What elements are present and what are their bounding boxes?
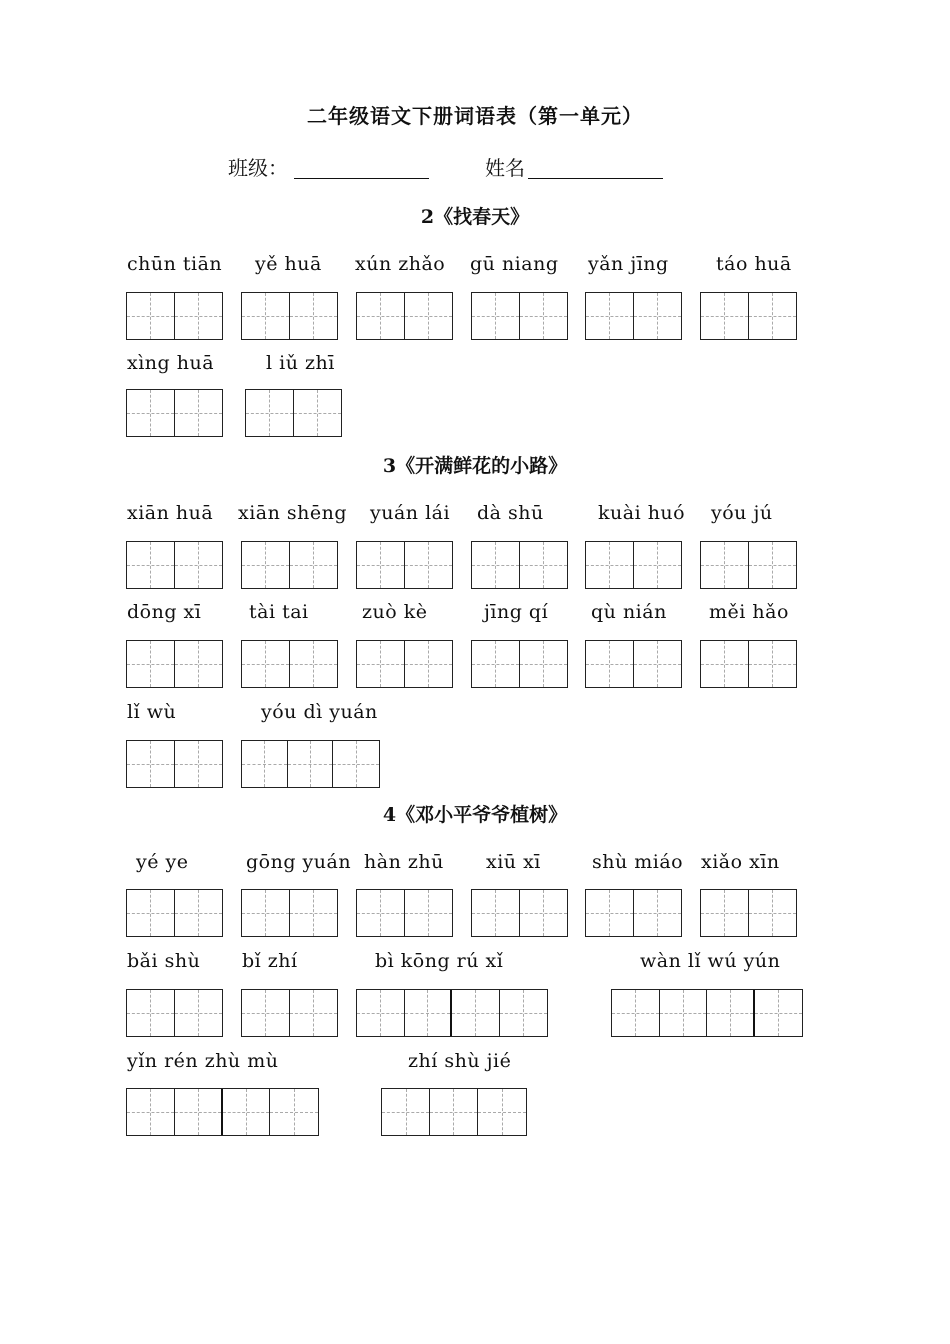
word-pinyin: qù nián	[591, 601, 667, 623]
writing-grid[interactable]	[241, 740, 380, 788]
word-pinyin: yé ye	[136, 851, 189, 873]
lesson-heading: 3《开满鲜花的小路》	[382, 455, 568, 477]
word-pinyin: bǐ zhí	[242, 950, 298, 972]
writing-grid[interactable]	[241, 640, 338, 688]
page-title: 二年级语文下册词语表（第一单元）	[307, 104, 643, 128]
word-pinyin: xìng huā	[127, 352, 215, 374]
word-pinyin: měi hǎo	[709, 601, 789, 623]
word-pinyin: dà shū	[477, 502, 544, 524]
word-pinyin: kuài huó	[598, 502, 686, 524]
writing-grid[interactable]	[471, 889, 568, 937]
writing-grid[interactable]	[585, 640, 682, 688]
writing-grid[interactable]	[700, 292, 797, 340]
writing-grid[interactable]	[241, 292, 338, 340]
writing-grid[interactable]	[126, 640, 223, 688]
word-pinyin: yóu dì yuán	[261, 701, 378, 723]
word-pinyin: gū niang	[470, 253, 559, 275]
writing-grid[interactable]	[471, 541, 568, 589]
writing-grid[interactable]	[126, 1088, 319, 1136]
lesson-heading: 4《邓小平爷爷植树》	[382, 804, 568, 826]
word-pinyin: jīng qí	[484, 601, 549, 623]
class-label: 班级：	[228, 156, 288, 180]
word-pinyin: tài tai	[249, 601, 309, 623]
word-pinyin: dōng xī	[127, 601, 202, 623]
word-pinyin: táo huā	[716, 253, 792, 275]
word-pinyin: wàn lǐ wú yún	[640, 950, 781, 972]
writing-grid[interactable]	[126, 541, 223, 589]
word-pinyin: bǎi shù	[127, 950, 201, 972]
name-input-line[interactable]	[528, 178, 663, 179]
writing-grid[interactable]	[611, 989, 803, 1037]
word-pinyin: gōng yuán	[246, 851, 352, 873]
writing-grid[interactable]	[700, 541, 797, 589]
word-pinyin: zhí shù jié	[408, 1050, 512, 1072]
writing-grid[interactable]	[381, 1088, 527, 1136]
writing-grid[interactable]	[356, 640, 453, 688]
writing-grid[interactable]	[700, 889, 797, 937]
writing-grid[interactable]	[126, 889, 223, 937]
writing-grid[interactable]	[585, 541, 682, 589]
word-pinyin: yuán lái	[370, 502, 451, 524]
word-pinyin: xún zhǎo	[355, 253, 446, 275]
writing-grid[interactable]	[126, 389, 223, 437]
word-pinyin: yǐn rén zhù mù	[127, 1050, 279, 1072]
writing-grid[interactable]	[700, 640, 797, 688]
word-pinyin: xiān shēng	[238, 502, 348, 524]
writing-grid[interactable]	[585, 889, 682, 937]
lesson-heading: 2《找春天》	[420, 206, 530, 228]
student-info-line	[0, 148, 950, 188]
writing-grid[interactable]	[356, 889, 453, 937]
writing-grid[interactable]	[241, 989, 338, 1037]
word-pinyin: yóu jú	[711, 502, 773, 524]
writing-grid[interactable]	[585, 292, 682, 340]
writing-grid[interactable]	[356, 292, 453, 340]
writing-grid[interactable]	[356, 989, 548, 1037]
writing-grid[interactable]	[126, 740, 223, 788]
word-pinyin: yě huā	[255, 253, 322, 275]
name-label: 姓名	[485, 156, 525, 180]
class-input-line[interactable]	[294, 178, 429, 179]
writing-grid[interactable]	[356, 541, 453, 589]
writing-grid[interactable]	[245, 389, 342, 437]
word-pinyin: xiān huā	[127, 502, 214, 524]
writing-grid[interactable]	[126, 292, 223, 340]
writing-grid[interactable]	[471, 292, 568, 340]
word-pinyin: zuò kè	[362, 601, 428, 623]
word-pinyin: bì kōng rú xǐ	[375, 950, 504, 972]
word-pinyin: hàn zhū	[364, 851, 444, 873]
word-pinyin: lǐ wù	[127, 701, 177, 723]
writing-grid[interactable]	[241, 889, 338, 937]
word-pinyin: xiǎo xīn	[701, 851, 780, 873]
writing-grid[interactable]	[471, 640, 568, 688]
word-pinyin: shù miáo	[592, 851, 684, 873]
word-pinyin: chūn tiān	[127, 253, 223, 275]
word-pinyin: l iǔ zhī	[266, 352, 335, 374]
word-pinyin: yǎn jīng	[588, 253, 669, 275]
writing-grid[interactable]	[126, 989, 223, 1037]
word-pinyin: xiū xī	[486, 851, 541, 873]
writing-grid[interactable]	[241, 541, 338, 589]
